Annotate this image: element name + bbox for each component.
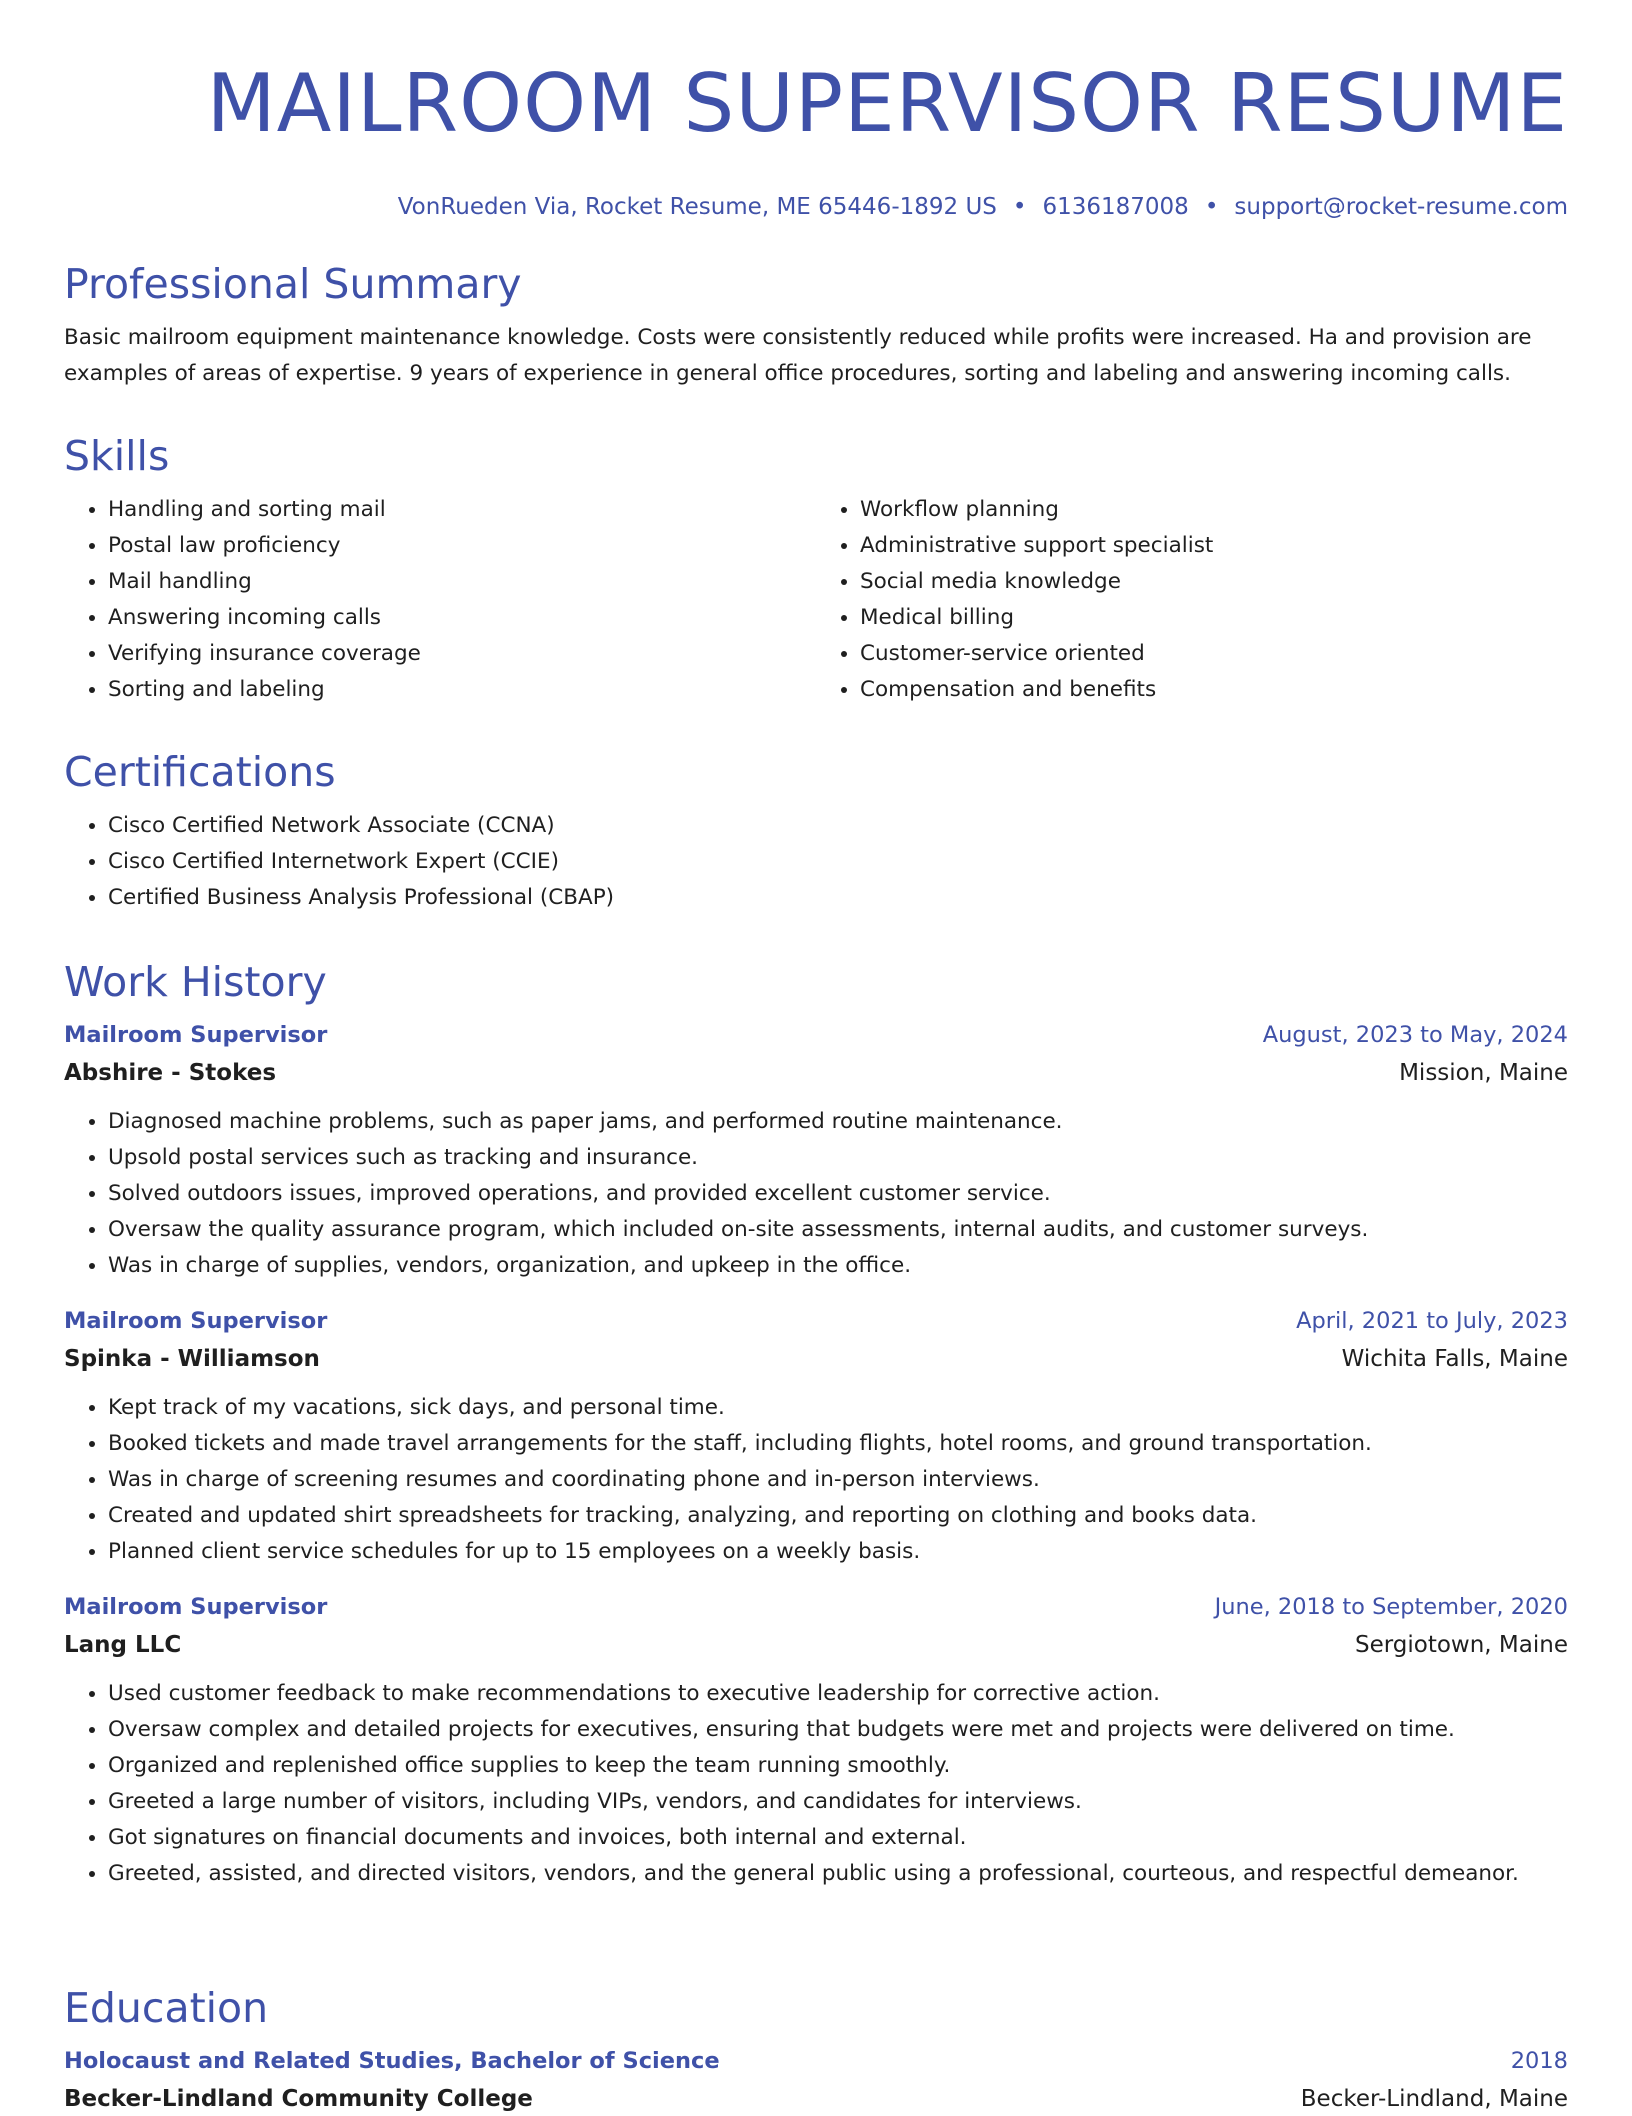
contact-email[interactable]: support@rocket-resume.com (1234, 194, 1568, 220)
job-subheader (64, 1342, 1568, 1376)
job-dates: August, 2023 to May, 2024 (1262, 1022, 1568, 1048)
job-role: Mailroom Supervisor (64, 1022, 328, 1048)
skill-item: • Postal law proficiency (108, 528, 816, 564)
education-header (64, 2044, 1568, 2078)
job-bullet: • Was in charge of screening resumes and coordinating phone and in-person interviews. (108, 1462, 1568, 1498)
skill-item: • Sorting and labeling (108, 672, 816, 708)
work-history-heading: Work History (64, 958, 327, 1006)
skills-section (64, 430, 1568, 708)
education-year: 2018 (1510, 2048, 1568, 2074)
certifications-list (64, 808, 1568, 916)
job-bullet: • Diagnosed machine problems, such as paper jams, and performed routine maintenance. (108, 1104, 1568, 1140)
contact-line (64, 192, 1568, 222)
skill-item: • Administrative support specialist (860, 528, 1568, 564)
skills-list-right (816, 492, 1568, 708)
skill-item: • Verifying insurance coverage (108, 636, 816, 672)
skills-list-left (64, 492, 816, 708)
job-location: Wichita Falls, Maine (1341, 1346, 1568, 1372)
job-bullet: • Oversaw the quality assurance program, which included on-site assessments, internal audits, and customer surveys. (108, 1212, 1568, 1248)
skill-item: • Medical billing (860, 600, 1568, 636)
education-location: Becker-Lindland, Maine (1300, 2086, 1568, 2112)
job-subheader (64, 1628, 1568, 1662)
certifications-heading: Certifications (64, 748, 336, 796)
job-entry (64, 1304, 1568, 1570)
skill-item: • Answering incoming calls (108, 600, 816, 636)
job-company: Abshire - Stokes (64, 1060, 277, 1086)
job-bullets (64, 1104, 1568, 1284)
certifications-section (64, 746, 1568, 916)
job-bullet: • Kept track of my vacations, sick days, and personal time. (108, 1390, 1568, 1426)
contact-address: VonRueden Via, Rocket Resume, ME 65446-1892 US (397, 194, 997, 220)
job-bullet: • Organized and replenished office supplies to keep the team running smoothly. (108, 1748, 1568, 1784)
job-bullet: • Greeted, assisted, and directed visitors, vendors, and the general public using a professional, courteous, and respectful demeanor. (108, 1856, 1568, 1892)
certification-item: • Cisco Certified Network Associate (CCNA) (108, 808, 1568, 844)
skill-item: • Social media knowledge (860, 564, 1568, 600)
job-bullets (64, 1390, 1568, 1570)
job-location: Mission, Maine (1399, 1060, 1568, 1086)
work-history-section (64, 956, 1568, 1912)
certification-item: • Cisco Certified Internetwork Expert (CCIE) (108, 844, 1568, 880)
resume-title: MAILROOM SUPERVISOR RESUME (206, 57, 1568, 150)
summary-section (64, 258, 1568, 392)
job-bullets (64, 1676, 1568, 1892)
summary-text: Basic mailroom equipment maintenance knowledge. Costs were consistently reduced while profits were increased. Ha and provision are examples of areas of expertise. 9 years of experience in general office procedures, sorting and labeling and answering incoming calls. (64, 325, 1532, 386)
education-school: Becker-Lindland Community College (64, 2086, 533, 2112)
job-header (64, 1304, 1568, 1338)
job-entry (64, 1590, 1568, 1892)
skill-item: • Workflow planning (860, 492, 1568, 528)
skill-item: • Handling and sorting mail (108, 492, 816, 528)
skill-item: • Customer-service oriented (860, 636, 1568, 672)
job-bullet: • Created and updated shirt spreadsheets for tracking, analyzing, and reporting on clothing and books data. (108, 1498, 1568, 1534)
contact-separator: • (1012, 194, 1027, 220)
education-degree: Holocaust and Related Studies, Bachelor of Science (64, 2048, 720, 2074)
job-bullet: • Upsold postal services such as tracking and insurance. (108, 1140, 1568, 1176)
job-header (64, 1590, 1568, 1624)
contact-separator: • (1204, 194, 1219, 220)
job-bullet: • Solved outdoors issues, improved operations, and provided excellent customer service. (108, 1176, 1568, 1212)
job-role: Mailroom Supervisor (64, 1594, 328, 1620)
job-bullet: • Used customer feedback to make recommendations to executive leadership for corrective action. (108, 1676, 1568, 1712)
job-bullet: • Greeted a large number of visitors, including VIPs, vendors, and candidates for interviews. (108, 1784, 1568, 1820)
job-bullet: • Got signatures on financial documents and invoices, both internal and external. (108, 1820, 1568, 1856)
job-dates: April, 2021 to July, 2023 (1296, 1308, 1568, 1334)
job-company: Spinka - Williamson (64, 1346, 320, 1372)
skill-item: • Compensation and benefits (860, 672, 1568, 708)
summary-heading: Professional Summary (64, 260, 522, 308)
job-header (64, 1018, 1568, 1052)
skills-grid (64, 482, 1568, 708)
job-bullet: • Oversaw complex and detailed projects for executives, ensuring that budgets were met and projects were delivered on time. (108, 1712, 1568, 1748)
job-bullet: • Planned client service schedules for up to 15 employees on a weekly basis. (108, 1534, 1568, 1570)
job-role: Mailroom Supervisor (64, 1308, 328, 1334)
contact-phone: 6136187008 (1042, 194, 1189, 220)
job-dates: June, 2018 to September, 2020 (1214, 1594, 1568, 1620)
skill-item: • Mail handling (108, 564, 816, 600)
job-bullet: • Booked tickets and made travel arrangements for the staff, including flights, hotel rooms, and ground transportation. (108, 1426, 1568, 1462)
job-entry (64, 1018, 1568, 1284)
job-company: Lang LLC (64, 1632, 182, 1658)
job-bullet: • Was in charge of supplies, vendors, organization, and upkeep in the office. (108, 1248, 1568, 1284)
skills-heading: Skills (64, 432, 170, 480)
education-subheader (64, 2082, 1568, 2116)
education-section (64, 1982, 1568, 2116)
job-location: Sergiotown, Maine (1354, 1632, 1568, 1658)
education-heading: Education (64, 1984, 269, 2032)
certification-item: • Certified Business Analysis Professional (CBAP) (108, 880, 1568, 916)
job-subheader (64, 1056, 1568, 1090)
